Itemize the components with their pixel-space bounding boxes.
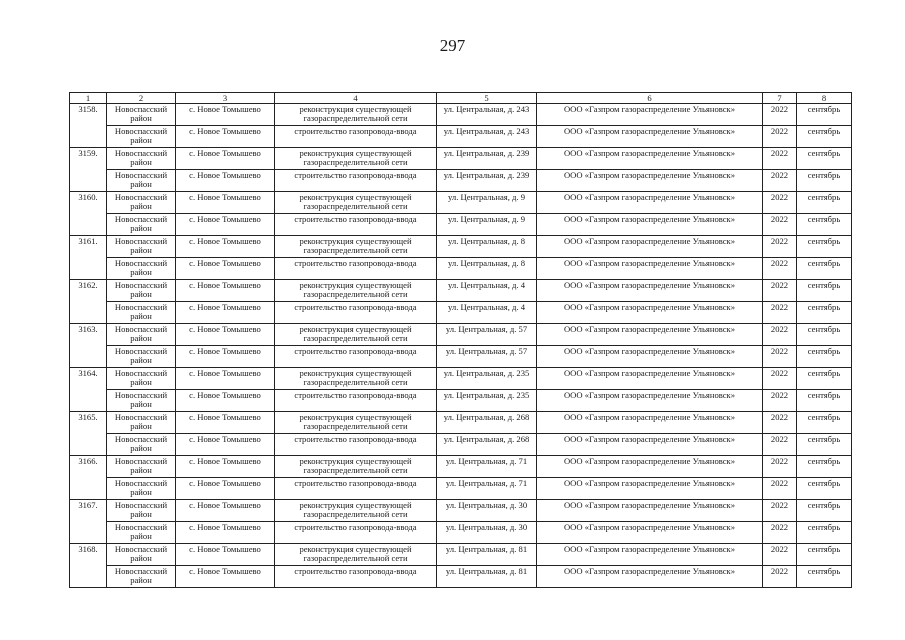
year-cell: 2022 [763, 522, 797, 544]
address-cell: ул. Центральная, д. 235 [437, 368, 537, 390]
organization-cell: ООО «Газпром газораспределение Ульяновск» [537, 566, 763, 588]
column-header: 1 [70, 93, 107, 104]
organization-cell: ООО «Газпром газораспределение Ульяновск» [537, 214, 763, 236]
row-number-cell: 3165. [70, 412, 107, 456]
year-cell: 2022 [763, 346, 797, 368]
address-cell: ул. Центральная, д. 81 [437, 566, 537, 588]
work-type-cell: реконструкция существующей газораспределительной сети [275, 456, 437, 478]
settlement-cell: с. Новое Томышево [176, 302, 275, 324]
district-cell: Новоспасский район [107, 390, 176, 412]
district-cell: Новоспасский район [107, 302, 176, 324]
month-cell: сентябрь [797, 566, 852, 588]
settlement-cell: с. Новое Томышево [176, 390, 275, 412]
month-cell: сентябрь [797, 544, 852, 566]
table-row [70, 192, 852, 214]
table-row [70, 390, 852, 412]
year-cell: 2022 [763, 412, 797, 434]
column-header: 4 [275, 93, 437, 104]
work-type-cell: строительство газопровода-ввода [275, 170, 437, 192]
table-row [70, 126, 852, 148]
table-row [70, 522, 852, 544]
settlement-cell: с. Новое Томышево [176, 104, 275, 126]
month-cell: сентябрь [797, 456, 852, 478]
settlement-cell: с. Новое Томышево [176, 566, 275, 588]
settlement-cell: с. Новое Томышево [176, 368, 275, 390]
organization-cell: ООО «Газпром газораспределение Ульяновск» [537, 368, 763, 390]
district-cell: Новоспасский район [107, 236, 176, 258]
work-type-cell: строительство газопровода-ввода [275, 258, 437, 280]
table-row [70, 566, 852, 588]
table-row [70, 346, 852, 368]
district-cell: Новоспасский район [107, 258, 176, 280]
settlement-cell: с. Новое Томышево [176, 170, 275, 192]
table-row [70, 478, 852, 500]
settlement-cell: с. Новое Томышево [176, 214, 275, 236]
organization-cell: ООО «Газпром газораспределение Ульяновск» [537, 104, 763, 126]
row-number-cell: 3159. [70, 148, 107, 192]
district-cell: Новоспасский район [107, 500, 176, 522]
table-row [70, 258, 852, 280]
settlement-cell: с. Новое Томышево [176, 544, 275, 566]
organization-cell: ООО «Газпром газораспределение Ульяновск» [537, 236, 763, 258]
row-number-cell: 3160. [70, 192, 107, 236]
address-cell: ул. Центральная, д. 8 [437, 236, 537, 258]
settlement-cell: с. Новое Томышево [176, 148, 275, 170]
row-number-cell: 3161. [70, 236, 107, 280]
month-cell: сентябрь [797, 478, 852, 500]
organization-cell: ООО «Газпром газораспределение Ульяновск» [537, 478, 763, 500]
column-header: 6 [537, 93, 763, 104]
year-cell: 2022 [763, 148, 797, 170]
work-type-cell: реконструкция существующей газораспределительной сети [275, 500, 437, 522]
work-type-cell: строительство газопровода-ввода [275, 478, 437, 500]
gasification-table [69, 92, 852, 588]
settlement-cell: с. Новое Томышево [176, 434, 275, 456]
table-row [70, 170, 852, 192]
work-type-cell: реконструкция существующей газораспределительной сети [275, 104, 437, 126]
month-cell: сентябрь [797, 214, 852, 236]
table-row [70, 280, 852, 302]
settlement-cell: с. Новое Томышево [176, 412, 275, 434]
year-cell: 2022 [763, 544, 797, 566]
month-cell: сентябрь [797, 434, 852, 456]
district-cell: Новоспасский район [107, 566, 176, 588]
work-type-cell: строительство газопровода-ввода [275, 302, 437, 324]
month-cell: сентябрь [797, 368, 852, 390]
work-type-cell: реконструкция существующей газораспределительной сети [275, 192, 437, 214]
address-cell: ул. Центральная, д. 57 [437, 346, 537, 368]
settlement-cell: с. Новое Томышево [176, 126, 275, 148]
address-cell: ул. Центральная, д. 71 [437, 456, 537, 478]
year-cell: 2022 [763, 192, 797, 214]
table-row [70, 500, 852, 522]
address-cell: ул. Центральная, д. 235 [437, 390, 537, 412]
year-cell: 2022 [763, 170, 797, 192]
organization-cell: ООО «Газпром газораспределение Ульяновск» [537, 126, 763, 148]
year-cell: 2022 [763, 566, 797, 588]
district-cell: Новоспасский район [107, 280, 176, 302]
year-cell: 2022 [763, 214, 797, 236]
column-header: 3 [176, 93, 275, 104]
address-cell: ул. Центральная, д. 4 [437, 302, 537, 324]
table-row [70, 214, 852, 236]
year-cell: 2022 [763, 500, 797, 522]
organization-cell: ООО «Газпром газораспределение Ульяновск» [537, 412, 763, 434]
district-cell: Новоспасский район [107, 412, 176, 434]
work-type-cell: строительство газопровода-ввода [275, 566, 437, 588]
row-number-cell: 3167. [70, 500, 107, 544]
work-type-cell: строительство газопровода-ввода [275, 522, 437, 544]
settlement-cell: с. Новое Томышево [176, 192, 275, 214]
month-cell: сентябрь [797, 412, 852, 434]
district-cell: Новоспасский район [107, 214, 176, 236]
column-header: 7 [763, 93, 797, 104]
organization-cell: ООО «Газпром газораспределение Ульяновск» [537, 390, 763, 412]
year-cell: 2022 [763, 302, 797, 324]
year-cell: 2022 [763, 280, 797, 302]
year-cell: 2022 [763, 236, 797, 258]
month-cell: сентябрь [797, 324, 852, 346]
address-cell: ул. Центральная, д. 8 [437, 258, 537, 280]
month-cell: сентябрь [797, 280, 852, 302]
month-cell: сентябрь [797, 302, 852, 324]
table-row [70, 104, 852, 126]
month-cell: сентябрь [797, 236, 852, 258]
month-cell: сентябрь [797, 522, 852, 544]
settlement-cell: с. Новое Томышево [176, 500, 275, 522]
organization-cell: ООО «Газпром газораспределение Ульяновск» [537, 148, 763, 170]
table-row [70, 412, 852, 434]
year-cell: 2022 [763, 324, 797, 346]
organization-cell: ООО «Газпром газораспределение Ульяновск» [537, 280, 763, 302]
district-cell: Новоспасский район [107, 368, 176, 390]
table-row [70, 456, 852, 478]
row-number-cell: 3162. [70, 280, 107, 324]
address-cell: ул. Центральная, д. 268 [437, 434, 537, 456]
address-cell: ул. Центральная, д. 71 [437, 478, 537, 500]
district-cell: Новоспасский район [107, 104, 176, 126]
address-cell: ул. Центральная, д. 81 [437, 544, 537, 566]
district-cell: Новоспасский район [107, 544, 176, 566]
column-header: 8 [797, 93, 852, 104]
settlement-cell: с. Новое Томышево [176, 456, 275, 478]
district-cell: Новоспасский район [107, 478, 176, 500]
year-cell: 2022 [763, 478, 797, 500]
organization-cell: ООО «Газпром газораспределение Ульяновск» [537, 302, 763, 324]
address-cell: ул. Центральная, д. 239 [437, 170, 537, 192]
year-cell: 2022 [763, 456, 797, 478]
year-cell: 2022 [763, 126, 797, 148]
organization-cell: ООО «Газпром газораспределение Ульяновск» [537, 192, 763, 214]
month-cell: сентябрь [797, 346, 852, 368]
organization-cell: ООО «Газпром газораспределение Ульяновск» [537, 500, 763, 522]
table-row [70, 148, 852, 170]
address-cell: ул. Центральная, д. 57 [437, 324, 537, 346]
settlement-cell: с. Новое Томышево [176, 324, 275, 346]
work-type-cell: строительство газопровода-ввода [275, 126, 437, 148]
work-type-cell: строительство газопровода-ввода [275, 390, 437, 412]
organization-cell: ООО «Газпром газораспределение Ульяновск» [537, 258, 763, 280]
table-row [70, 544, 852, 566]
settlement-cell: с. Новое Томышево [176, 258, 275, 280]
district-cell: Новоспасский район [107, 522, 176, 544]
row-number-cell: 3158. [70, 104, 107, 148]
work-type-cell: строительство газопровода-ввода [275, 346, 437, 368]
district-cell: Новоспасский район [107, 192, 176, 214]
month-cell: сентябрь [797, 390, 852, 412]
table-body [70, 104, 852, 588]
month-cell: сентябрь [797, 500, 852, 522]
work-type-cell: реконструкция существующей газораспределительной сети [275, 324, 437, 346]
organization-cell: ООО «Газпром газораспределение Ульяновск» [537, 170, 763, 192]
address-cell: ул. Центральная, д. 30 [437, 500, 537, 522]
year-cell: 2022 [763, 390, 797, 412]
work-type-cell: реконструкция существующей газораспределительной сети [275, 236, 437, 258]
table-row [70, 236, 852, 258]
row-number-cell: 3166. [70, 456, 107, 500]
month-cell: сентябрь [797, 258, 852, 280]
work-type-cell: реконструкция существующей газораспределительной сети [275, 368, 437, 390]
row-number-cell: 3163. [70, 324, 107, 368]
settlement-cell: с. Новое Томышево [176, 522, 275, 544]
district-cell: Новоспасский район [107, 324, 176, 346]
year-cell: 2022 [763, 368, 797, 390]
district-cell: Новоспасский район [107, 346, 176, 368]
year-cell: 2022 [763, 258, 797, 280]
work-type-cell: строительство газопровода-ввода [275, 434, 437, 456]
district-cell: Новоспасский район [107, 434, 176, 456]
settlement-cell: с. Новое Томышево [176, 236, 275, 258]
table-row [70, 302, 852, 324]
organization-cell: ООО «Газпром газораспределение Ульяновск» [537, 324, 763, 346]
header-row [70, 93, 852, 104]
address-cell: ул. Центральная, д. 239 [437, 148, 537, 170]
work-type-cell: реконструкция существующей газораспределительной сети [275, 280, 437, 302]
month-cell: сентябрь [797, 126, 852, 148]
address-cell: ул. Центральная, д. 268 [437, 412, 537, 434]
settlement-cell: с. Новое Томышево [176, 280, 275, 302]
district-cell: Новоспасский район [107, 148, 176, 170]
address-cell: ул. Центральная, д. 243 [437, 126, 537, 148]
work-type-cell: реконструкция существующей газораспределительной сети [275, 544, 437, 566]
work-type-cell: реконструкция существующей газораспределительной сети [275, 148, 437, 170]
address-cell: ул. Центральная, д. 30 [437, 522, 537, 544]
organization-cell: ООО «Газпром газораспределение Ульяновск» [537, 544, 763, 566]
work-type-cell: строительство газопровода-ввода [275, 214, 437, 236]
table-row [70, 324, 852, 346]
month-cell: сентябрь [797, 192, 852, 214]
district-cell: Новоспасский район [107, 126, 176, 148]
district-cell: Новоспасский район [107, 456, 176, 478]
organization-cell: ООО «Газпром газораспределение Ульяновск» [537, 522, 763, 544]
row-number-cell: 3164. [70, 368, 107, 412]
page-number: 297 [439, 36, 466, 55]
column-header: 5 [437, 93, 537, 104]
address-cell: ул. Центральная, д. 4 [437, 280, 537, 302]
month-cell: сентябрь [797, 104, 852, 126]
table-row [70, 434, 852, 456]
work-type-cell: реконструкция существующей газораспределительной сети [275, 412, 437, 434]
year-cell: 2022 [763, 104, 797, 126]
organization-cell: ООО «Газпром газораспределение Ульяновск» [537, 346, 763, 368]
table-row [70, 368, 852, 390]
month-cell: сентябрь [797, 170, 852, 192]
address-cell: ул. Центральная, д. 9 [437, 214, 537, 236]
column-header: 2 [107, 93, 176, 104]
address-cell: ул. Центральная, д. 243 [437, 104, 537, 126]
district-cell: Новоспасский район [107, 170, 176, 192]
month-cell: сентябрь [797, 148, 852, 170]
organization-cell: ООО «Газпром газораспределение Ульяновск» [537, 434, 763, 456]
organization-cell: ООО «Газпром газораспределение Ульяновск» [537, 456, 763, 478]
settlement-cell: с. Новое Томышево [176, 478, 275, 500]
row-number-cell: 3168. [70, 544, 107, 588]
settlement-cell: с. Новое Томышево [176, 346, 275, 368]
address-cell: ул. Центральная, д. 9 [437, 192, 537, 214]
year-cell: 2022 [763, 434, 797, 456]
